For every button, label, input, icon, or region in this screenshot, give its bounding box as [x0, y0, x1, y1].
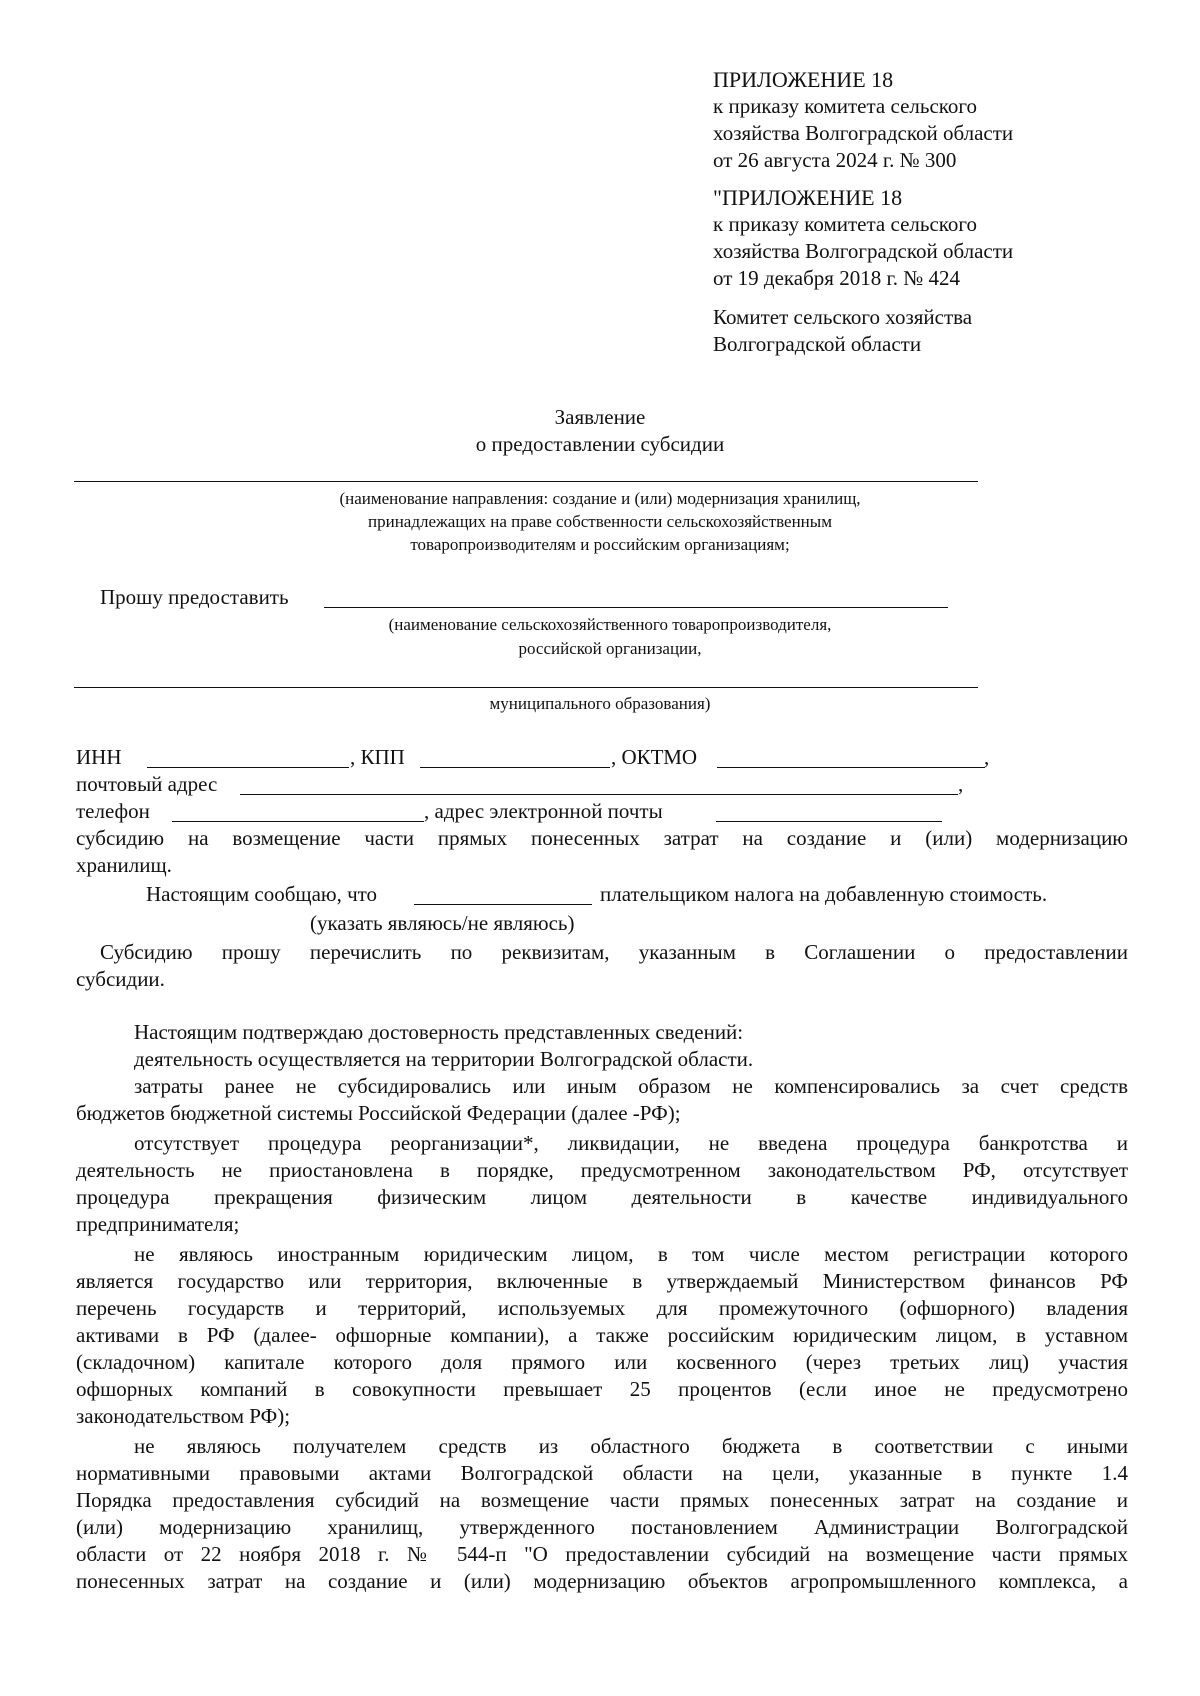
phone-field[interactable] — [172, 821, 424, 822]
document-subtitle: о предоставлении субсидии — [475, 432, 725, 456]
appendix-current-line: к приказу комитета сельского — [713, 94, 978, 118]
postal-label: почтовый адрес — [76, 772, 218, 796]
inn-field[interactable] — [147, 767, 349, 768]
reorg-line: процедура прекращения физическим лицом деятельности в качестве индивидуального — [76, 1185, 1128, 1209]
recipient-line: (или) модернизацию хранилищ, утвержденного постановлением Администрации Волгоградской — [76, 1515, 1128, 1539]
transfer-line: Субсидию прошу перечислить по реквизитам, указанным в Соглашении о предоставлении — [100, 940, 1128, 964]
appendix-original-line: хозяйства Волгоградской области — [713, 239, 1014, 263]
appendix-current-line: хозяйства Волгоградской области — [713, 121, 1014, 145]
inn-label: ИНН — [76, 745, 122, 769]
municipality-line[interactable] — [74, 687, 978, 688]
addressee-line: Волгоградской области — [713, 332, 922, 356]
recipient-line: понесенных затрат на создание и (или) модернизацию объектов агропромышленного комплекса, а — [76, 1569, 1128, 1593]
confirm-intro: Настоящим подтверждаю достоверность представленных сведений: — [134, 1020, 744, 1044]
addressee-line: Комитет сельского хозяйства — [713, 305, 973, 329]
direction-caption: принадлежащих на праве собственности сельскохозяйственным — [368, 512, 832, 531]
subsidy-purpose-line: субсидию на возмещение части прямых понесенных затрат на создание и (или) модернизацию — [76, 826, 1128, 850]
direction-caption: (наименование направления: создание и (или) модернизация хранилищ, — [339, 489, 861, 508]
foreign-line: активами в РФ (далее- офшорные компании), а также российским юридическим лицом, в уставном — [76, 1323, 1128, 1347]
kpp-label: , КПП — [350, 745, 405, 769]
recipient-line: не являюсь получателем средств из областного бюджета в соответствии с иными — [134, 1434, 1128, 1458]
foreign-line: является государство или территория, включенные в утверждаемый Министерством финансов РФ — [76, 1269, 1128, 1293]
vat-status-field[interactable] — [414, 904, 592, 905]
subsidy-purpose-line: хранилищ. — [76, 853, 172, 877]
appendix-current-line: ПРИЛОЖЕНИЕ 18 — [713, 67, 894, 92]
recipient-line: Порядка предоставления субсидий на возмещение части прямых понесенных затрат на создание и — [76, 1488, 1128, 1512]
oktmo-field[interactable] — [717, 767, 985, 768]
reorg-line: деятельность не приостановлена в порядке, предусмотренном законодательством РФ, отсутствует — [76, 1158, 1128, 1182]
direction-caption: товаропроизводителям и российским организациям; — [410, 535, 790, 554]
vat-caption: (указать являюсь/не являюсь) — [310, 911, 575, 935]
appendix-original — [713, 184, 1013, 292]
foreign-line: законодательством РФ); — [76, 1404, 291, 1428]
appendix-current — [713, 66, 1013, 174]
direction-line[interactable] — [74, 481, 978, 482]
email-field[interactable] — [716, 821, 942, 822]
oktmo-comma: , — [984, 745, 990, 769]
recipient-line: нормативными правовыми актами Волгоградской области на цели, указанные в пункте 1.4 — [76, 1461, 1128, 1485]
kpp-field[interactable] — [420, 767, 610, 768]
foreign-line: офшорных компаний в совокупности превышает 25 процентов (если иное не предусмотрено — [76, 1377, 1128, 1401]
foreign-line: перечень государств и территорий, используемых для промежуточного (офшорного) владения — [76, 1296, 1128, 1320]
reorg-line: отсутствует процедура реорганизации*, ликвидации, не введена процедура банкротства и — [134, 1131, 1128, 1155]
email-label: , адрес электронной почты — [424, 799, 663, 823]
document-title: Заявление — [554, 405, 646, 429]
costs-line: бюджетов бюджетной системы Российской Федерации (далее -РФ); — [76, 1101, 681, 1125]
producer-name-line[interactable] — [324, 607, 948, 608]
municipality-caption: муниципального образования) — [489, 694, 711, 713]
reorg-line: предпринимателя; — [76, 1212, 240, 1236]
oktmo-label: , ОКТМО — [611, 745, 698, 769]
postal-field[interactable] — [240, 794, 958, 795]
vat-prefix: Настоящим сообщаю, что — [146, 882, 378, 906]
appendix-current-line: от 26 августа 2024 г. № 300 — [713, 148, 957, 172]
appendix-original-line: к приказу комитета сельского — [713, 212, 978, 236]
appendix-original-line: от 19 декабря 2018 г. № 424 — [713, 266, 960, 290]
transfer-line: субсидии. — [76, 967, 165, 991]
request-label: Прошу предоставить — [100, 585, 289, 609]
activity-statement: деятельность осуществляется на территории Волгоградской области. — [134, 1047, 754, 1071]
foreign-line: не являюсь иностранным юридическим лицом, в том числе местом регистрации которого — [134, 1242, 1128, 1266]
vat-suffix: плательщиком налога на добавленную стоимость. — [600, 882, 1048, 906]
addressee — [713, 304, 972, 358]
costs-line: затраты ранее не субсидировались или иным образом не компенсировались за счет средств — [134, 1074, 1128, 1098]
appendix-original-line: "ПРИЛОЖЕНИЕ 18 — [713, 185, 903, 210]
producer-caption: российской организации, — [518, 639, 702, 658]
foreign-line: (складочном) капитале которого доля прямого или косвенного (через третьих лиц) участия — [76, 1350, 1128, 1374]
postal-comma: , — [958, 772, 964, 796]
phone-label: телефон — [76, 799, 150, 823]
recipient-line: области от 22 ноября 2018 г. № 544-п "О предоставлении субсидий на возмещение части прямых — [76, 1542, 1128, 1566]
producer-caption: (наименование сельскохозяйственного товаропроизводителя, — [388, 615, 832, 634]
